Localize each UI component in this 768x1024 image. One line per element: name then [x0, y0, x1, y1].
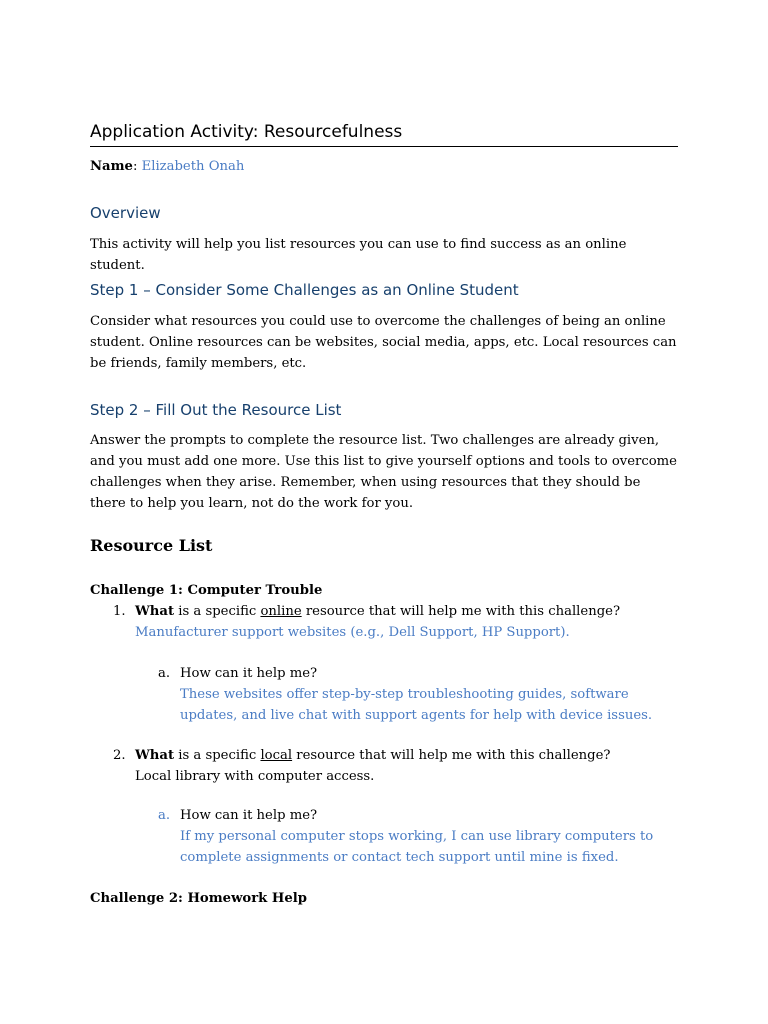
name-separator: : [132, 159, 138, 174]
page-title: Application Activity: Resourcefulness [90, 120, 678, 147]
what-label: What [135, 604, 175, 619]
overview-text: This activity will help you list resources you can use to find success as an online student. [90, 237, 627, 273]
step2-heading: Step 2 – Fill Out the Resource List [90, 401, 342, 419]
resource-type: local [260, 748, 293, 763]
sub-question: How can it help me? [180, 666, 318, 681]
question-text: resource that will help me with this challenge? [301, 604, 621, 619]
step1-heading: Step 1 – Consider Some Challenges as an Online Student [90, 281, 519, 299]
question-local [135, 745, 680, 766]
name-line [90, 156, 680, 177]
list-number: 1. [113, 604, 126, 619]
resource-list-heading: Resource List [90, 536, 213, 555]
sub-question: How can it help me? [180, 808, 318, 823]
question-text: resource that will help me with this challenge? [292, 748, 611, 763]
question-text: is a specific [174, 748, 261, 763]
sub-letter: a. [158, 808, 171, 823]
step2-text: Answer the prompts to complete the resource list. Two challenges are already given, and you must add one more. Use this list to give yourself options and tools to overcome challenges when they arise. Remember, when using resources that they should be there to help you learn, not do the work for you. [90, 433, 677, 511]
name-label: Name [90, 159, 133, 174]
answer-local: Local library with computer access. [135, 769, 375, 784]
overview-heading: Overview [90, 204, 161, 222]
name-value: Elizabeth Onah [141, 159, 245, 174]
sub-answer: If my personal computer stops working, I can use library computers to complete assignments or contact tech support until mine is fixed. [180, 829, 654, 865]
what-label: What [135, 748, 175, 763]
sub-answer: These websites offer step-by-step troubleshooting guides, software updates, and live chat with support agents for help with device issues. [180, 687, 653, 723]
challenge1-heading: Challenge 1: Computer Trouble [90, 583, 323, 598]
question-text: is a specific [174, 604, 261, 619]
challenge2-heading: Challenge 2: Homework Help [90, 891, 307, 906]
question-online [135, 601, 680, 622]
answer-online: Manufacturer support websites (e.g., Dell Support, HP Support). [135, 625, 570, 640]
sub-letter: a. [158, 666, 171, 681]
list-number: 2. [113, 748, 126, 763]
step1-text: Consider what resources you could use to overcome the challenges of being an online student. Online resources can be websites, social media, apps, etc. Local resources can be friends, family members, etc. [90, 314, 677, 371]
resource-type: online [260, 604, 302, 619]
